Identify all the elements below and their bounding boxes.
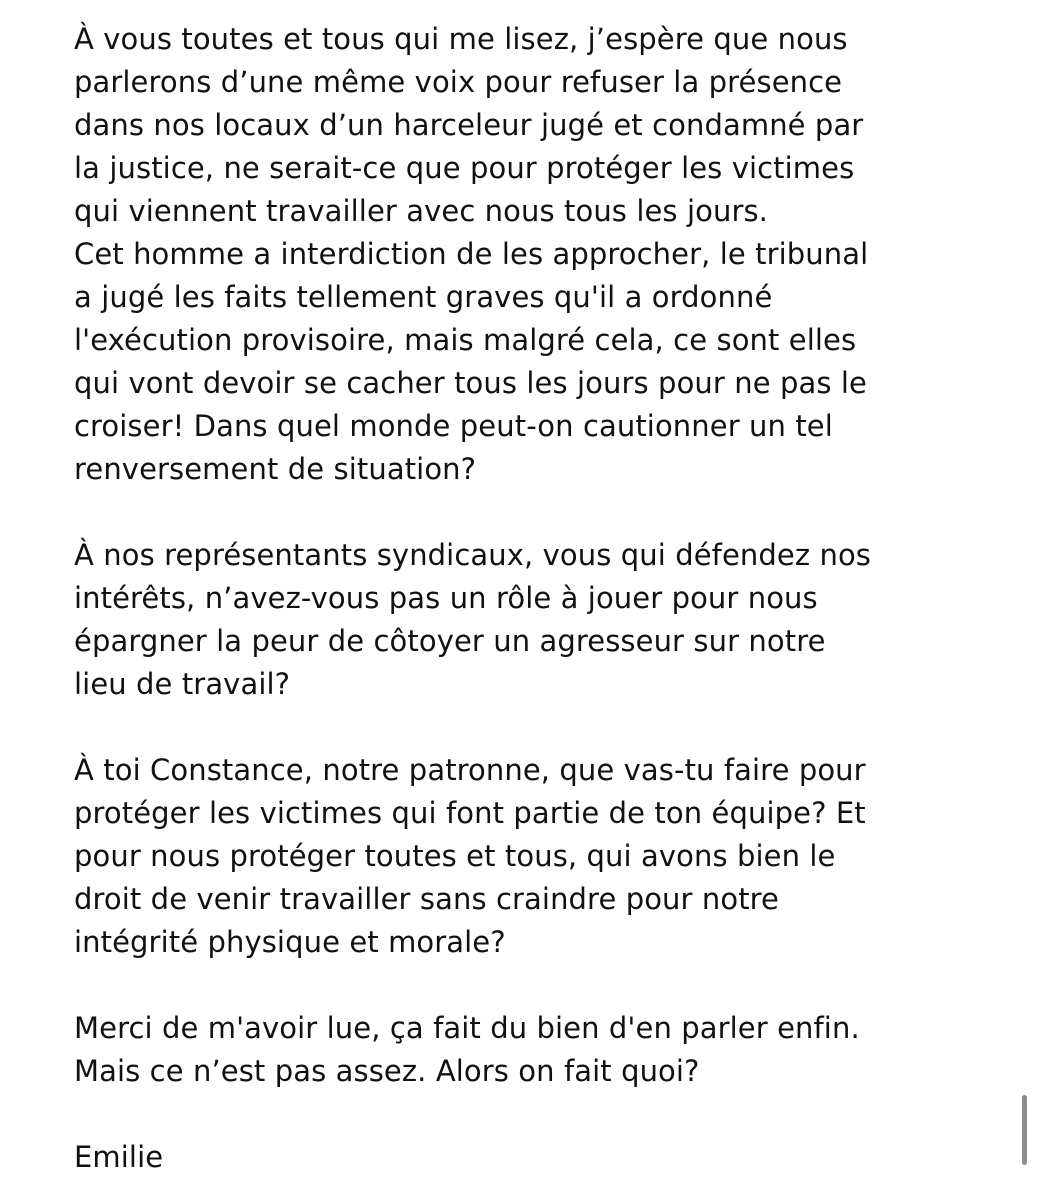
text-line: Cet homme a interdiction de les approcher, le tribunal <box>74 237 869 271</box>
text-line: la justice, ne serait-ce que pour protéger les victimes <box>74 151 855 185</box>
text-line: parlerons d’une même voix pour refuser la présence <box>74 65 843 99</box>
text-line: l'exécution provisoire, mais malgré cela, ce sont elles <box>74 323 857 357</box>
text-line: épargner la peur de côtoyer un agresseur sur notre <box>74 624 826 658</box>
text-line: a jugé les faits tellement graves qu'il a ordonné <box>74 280 773 314</box>
text-line: renversement de situation? <box>74 452 477 486</box>
text-line: dans nos locaux d’un harceleur jugé et condamné par <box>74 108 864 142</box>
paragraph-gap <box>74 964 994 1007</box>
document-body <box>74 18 994 1179</box>
text-line: intérêts, n’avez-vous pas un rôle à jouer pour nous <box>74 581 818 615</box>
text-line: intégrité physique et morale? <box>74 925 506 959</box>
paragraph-4 <box>74 1007 994 1093</box>
paragraph-gap <box>74 491 994 534</box>
text-line: À nos représentants syndicaux, vous qui défendez nos <box>74 538 872 572</box>
text-line: qui vont devoir se cacher tous les jours pour ne pas le <box>74 366 867 400</box>
text-line: croiser! Dans quel monde peut-on cautionner un tel <box>74 409 833 443</box>
paragraph-2 <box>74 534 994 706</box>
text-line: À vous toutes et tous qui me lisez, j’espère que nous <box>74 22 848 56</box>
text-line: Merci de m'avoir lue, ça fait du bien d'en parler enfin. <box>74 1011 860 1045</box>
paragraph-1 <box>74 18 994 491</box>
text-line: protéger les victimes qui font partie de ton équipe? Et <box>74 796 866 830</box>
paragraph-gap <box>74 1093 994 1136</box>
text-line: Mais ce n’est pas assez. Alors on fait quoi? <box>74 1054 700 1088</box>
text-line: qui viennent travailler avec nous tous les jours. <box>74 194 768 228</box>
vertical-scrollbar[interactable] <box>1022 1095 1027 1165</box>
paragraph-3 <box>74 749 994 964</box>
signature: Emilie <box>74 1140 164 1174</box>
text-line: lieu de travail? <box>74 667 291 701</box>
text-line: À toi Constance, notre patronne, que vas-tu faire pour <box>74 753 866 787</box>
paragraph-gap <box>74 706 994 749</box>
text-line: pour nous protéger toutes et tous, qui avons bien le <box>74 839 836 873</box>
text-line: droit de venir travailler sans craindre pour notre <box>74 882 779 916</box>
